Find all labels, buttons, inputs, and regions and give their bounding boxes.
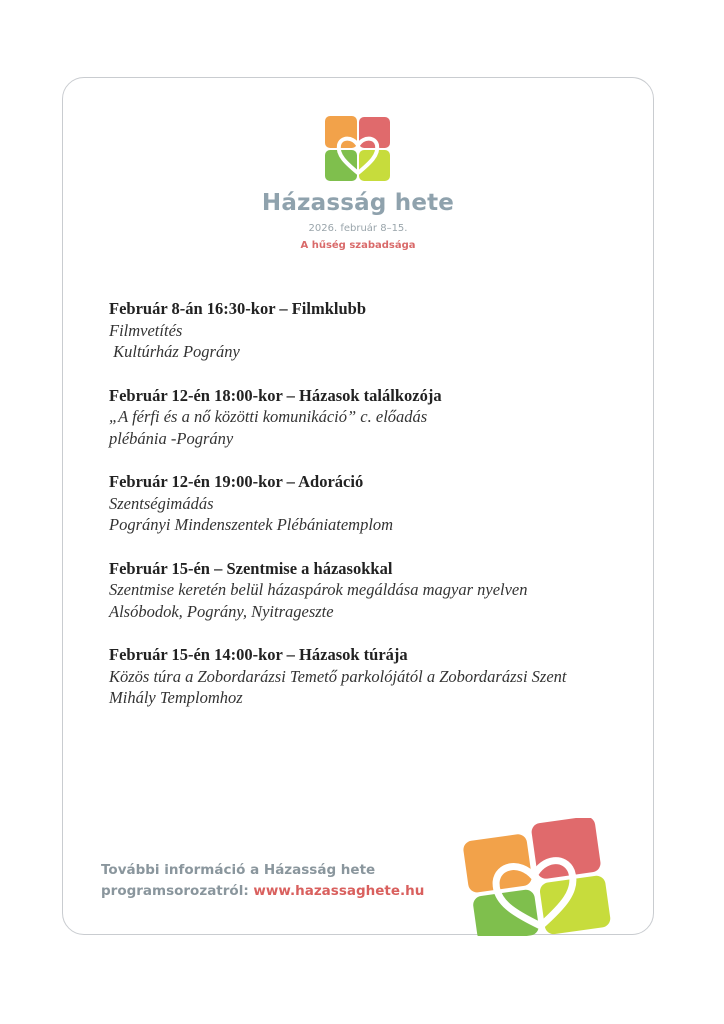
event-title: Február 12-én 18:00-kor – Házasok találkozója (109, 385, 442, 405)
event-description: Szentmise keretén belül házaspárok megáldása magyar nyelven (109, 580, 528, 599)
event-title: Február 12-én 19:00-kor – Adoráció (109, 472, 364, 491)
event-title: Február 8-án 16:30-kor – Filmklubb (109, 299, 366, 318)
heart-squares-logo-icon (324, 115, 392, 183)
event-location: Alsóbodok, Pográny, Nyitrageszte (109, 601, 334, 621)
event-item (109, 385, 649, 450)
event-location: plébánia -Pográny (109, 428, 234, 448)
event-item (109, 298, 649, 363)
website-link[interactable]: www.hazassaghete.hu (253, 883, 425, 899)
event-description: Szentségimádás (109, 493, 214, 513)
page-title: Házasság hete (261, 190, 455, 216)
motto: A hűség szabadsága (300, 240, 416, 251)
event-item (109, 471, 649, 536)
event-description: Közös túra a Zobordarázsi Temető parkolójától a Zobordarázsi Szent (109, 666, 567, 686)
event-description-continued: Mihály Templomhoz (109, 688, 243, 707)
event-list (109, 298, 649, 731)
heart-squares-logo-icon (462, 818, 612, 936)
event-location: Kultúrház Pográny (109, 342, 240, 361)
event-location: Pogrányi Mindenszentek Plébániatemplom (109, 515, 394, 534)
footer-prefix: programsorozatról: (101, 883, 254, 899)
footer-info (101, 860, 424, 902)
event-dates: 2026. február 8–15. (308, 223, 408, 234)
event-description: Filmvetítés (109, 320, 183, 340)
footer-line-1: További információ a Házasság hete (101, 862, 376, 878)
footer-line-2 (101, 881, 424, 902)
event-item (109, 558, 649, 623)
event-description: „A férfi és a nő közötti komunikáció” c. előadás (109, 407, 428, 426)
event-item (109, 644, 649, 709)
event-title: Február 15-én 14:00-kor – Házasok túrája (109, 645, 408, 664)
event-title: Február 15-én – Szentmise a házasokkal (109, 558, 393, 578)
